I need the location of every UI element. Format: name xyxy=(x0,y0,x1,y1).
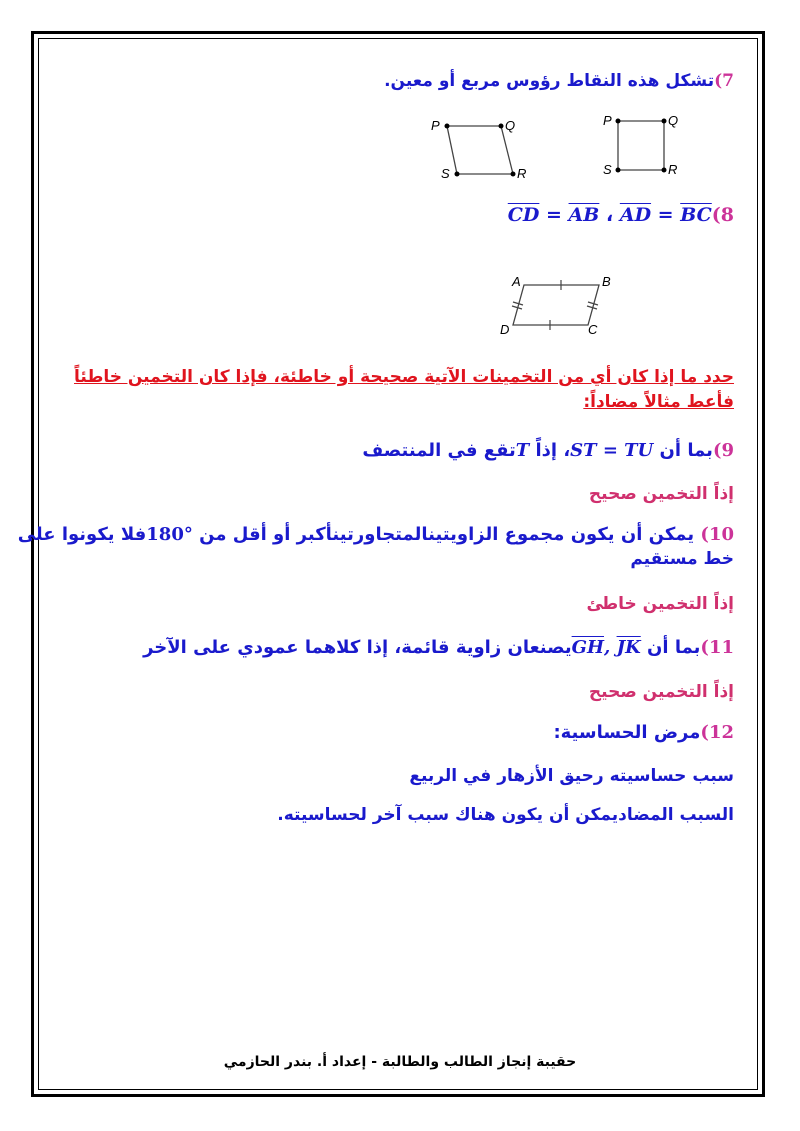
segment-bc: BC xyxy=(680,204,712,226)
question-number: 7) xyxy=(714,71,734,91)
question-number: 11) xyxy=(700,637,734,658)
label-c: C xyxy=(588,322,598,337)
question-12 xyxy=(553,722,734,743)
vertex-dot xyxy=(511,172,516,177)
question-10-line-2: خط مستقيم xyxy=(630,549,734,569)
vertex-dot xyxy=(662,119,667,124)
vertex-dot xyxy=(616,168,621,173)
label-r: R xyxy=(668,162,678,177)
equals-sign: = xyxy=(657,204,674,226)
question-number: 10) xyxy=(700,524,734,545)
vertex-dot xyxy=(616,119,621,124)
question-text: ، إذاً xyxy=(535,440,571,461)
label-s: S xyxy=(603,162,612,177)
question-number: 12) xyxy=(700,722,734,743)
label-q: Q xyxy=(668,113,679,128)
vertex-dot xyxy=(499,124,504,129)
question-text: بما أن xyxy=(659,440,713,461)
separator: ، xyxy=(605,204,614,226)
answer-10: إذاً التخمين خاطئ xyxy=(586,594,734,614)
question-11 xyxy=(143,637,734,658)
rhombus-figure xyxy=(425,112,535,184)
answer-9: إذاً التخمين صحيح xyxy=(588,484,734,504)
segment-cd: CD xyxy=(507,204,540,226)
label-a: A xyxy=(512,274,521,289)
question-text: تقع في المنتصف xyxy=(362,440,516,461)
answer-11: إذاً التخمين صحيح xyxy=(588,682,734,702)
instruction-line-2: فأعط مثالاً مضاداً: xyxy=(583,392,734,412)
label-b: B xyxy=(602,274,611,289)
segment-gh: GH xyxy=(571,637,604,658)
square-shape xyxy=(618,121,664,170)
vertex-dot xyxy=(455,172,460,177)
question-12-line-1: سبب حساسيته رحيق الأزهار في الربيع xyxy=(409,766,734,786)
question-9 xyxy=(362,440,734,461)
point-t: T xyxy=(515,440,530,461)
question-number: 8) xyxy=(711,204,734,226)
question-12-line-2: السبب المضاديمكن أن يكون هناك سبب آخر لحساسيته. xyxy=(277,805,734,825)
equals-sign: = xyxy=(546,204,562,226)
question-text: تشكل هذه النقاط رؤوس مربع أو معين. xyxy=(384,71,715,91)
comma: , xyxy=(604,637,611,658)
label-q: Q xyxy=(505,118,516,133)
question-title: مرض الحساسية: xyxy=(553,722,701,743)
label-p: P xyxy=(603,113,612,128)
rhombus-shape xyxy=(447,126,513,174)
instruction-line-1: حدد ما إذا كان أي من التخمينات الآتية صحيحة أو خاطئة، فإذا كان التخمين خاطئاً xyxy=(74,367,734,387)
parallelogram-shape xyxy=(513,285,599,325)
label-r: R xyxy=(517,166,527,181)
equation: ST = TU xyxy=(570,440,654,461)
question-7 xyxy=(384,71,734,91)
parallelogram-figure xyxy=(495,268,620,340)
vertex-dot xyxy=(445,124,450,129)
segment-ab: AB xyxy=(568,204,600,226)
question-text: يمكن أن يكون مجموع الزاويتينالمتجاورتينأكبر أو أقل من xyxy=(199,524,695,545)
question-number: 9) xyxy=(712,440,734,461)
question-text: بما أن xyxy=(647,637,701,658)
segment-jk: JK xyxy=(616,637,641,658)
square-figure xyxy=(596,108,686,180)
question-text: يصنعان زاوية قائمة، إذا كلاهما عمودي على الآخر xyxy=(143,637,572,658)
question-text: فلا يكونوا على xyxy=(17,524,147,545)
label-d: D xyxy=(500,322,510,337)
angle-value: °180 xyxy=(146,524,193,545)
segment-ad: AD xyxy=(619,204,652,226)
question-8 xyxy=(508,204,734,226)
label-p: P xyxy=(431,118,440,133)
question-10-line-1 xyxy=(18,524,734,545)
label-s: S xyxy=(441,166,450,181)
footer-text: حقيبة إنجاز الطالب والطالبة - إعداد أ. بندر الحازمي xyxy=(223,1054,577,1070)
vertex-dot xyxy=(662,168,667,173)
